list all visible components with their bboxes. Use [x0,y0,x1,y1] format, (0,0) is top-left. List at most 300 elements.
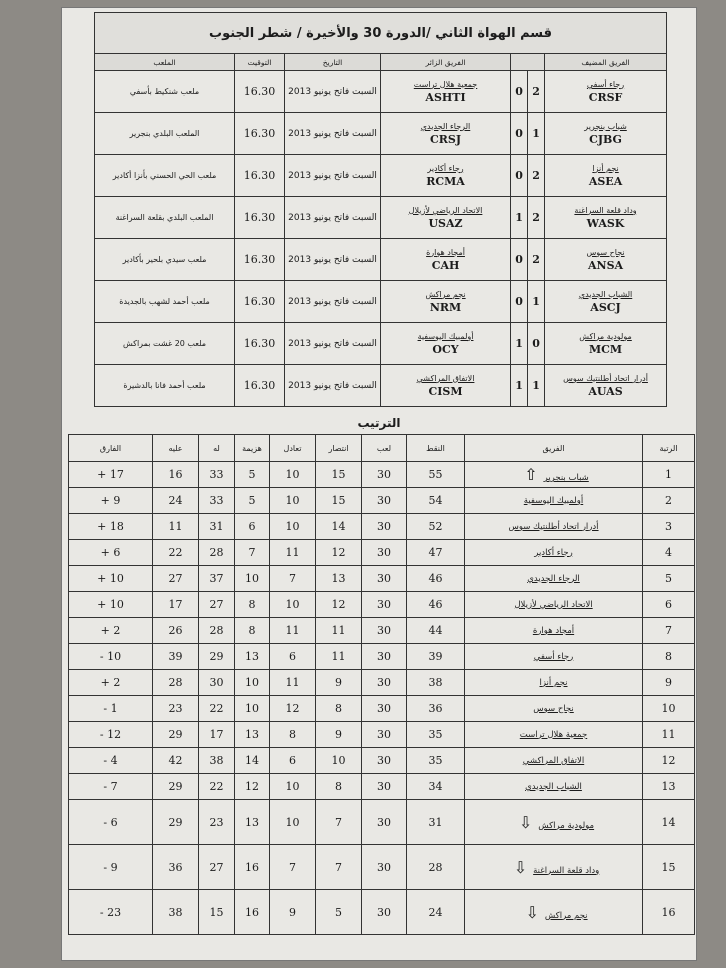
stat-won: 7 [316,800,362,845]
stat-points: 54 [407,488,465,514]
home-team-cell [545,239,667,281]
team-name-cell [465,514,643,540]
rank: 9 [643,670,695,696]
header-lost: هزيمة [235,435,270,462]
match-time: 16.30 [235,113,285,155]
stat-drawn: 10 [270,800,316,845]
stat-played: 30 [362,722,407,748]
standings-row [69,748,695,774]
stat-played: 30 [362,845,407,890]
home-team-cell [545,365,667,407]
home-team-cell [545,281,667,323]
match-stadium: ملعب 20 غشت بمراكش [95,323,235,365]
relegation-arrow-icon: ⇩ [518,812,533,832]
stat-gf: 37 [199,566,235,592]
stat-lost: 16 [235,845,270,890]
stat-played: 30 [362,462,407,488]
stat-ga: 36 [153,845,199,890]
match-date: السبت فاتح يونيو 2013 [285,71,381,113]
stat-diff: 18 + [69,514,153,540]
stat-won: 13 [316,566,362,592]
header-away: الفريق الزائر [381,54,511,71]
stat-won: 10 [316,748,362,774]
header-points: النقط [407,435,465,462]
rank: 12 [643,748,695,774]
away-team-cell [381,323,511,365]
stat-drawn: 10 [270,462,316,488]
match-time: 16.30 [235,197,285,239]
standings-row [69,670,695,696]
fixture-row [95,323,667,365]
header-home: الفريق المضيف [545,54,667,71]
stat-diff: 10 - [69,644,153,670]
stat-won: 9 [316,670,362,696]
team-name: رجاء أكادير [534,547,573,558]
header-team: الفريق [465,435,643,462]
stat-lost: 7 [235,540,270,566]
home-team-name: أدرار اتحاد أطلنتيك سوس [563,373,648,383]
team-name-cell [465,592,643,618]
match-date: السبت فاتح يونيو 2013 [285,365,381,407]
header-drawn: تعادل [270,435,316,462]
away-team-code: CRSJ [430,132,462,146]
stat-drawn: 6 [270,748,316,774]
stat-played: 30 [362,696,407,722]
stat-points: 35 [407,722,465,748]
away-score: 0 [511,113,528,155]
stat-gf: 22 [199,696,235,722]
away-score: 0 [511,239,528,281]
rank: 16 [643,890,695,935]
stat-played: 30 [362,592,407,618]
stat-drawn: 11 [270,670,316,696]
match-stadium: ملعب أحمد لشهب بالجديدة [95,281,235,323]
away-team-code: CAH [431,258,460,272]
standings-row [69,540,695,566]
stat-gf: 28 [199,540,235,566]
stat-played: 30 [362,540,407,566]
stat-played: 30 [362,488,407,514]
away-team-cell [381,197,511,239]
stat-drawn: 9 [270,890,316,935]
stat-ga: 38 [153,890,199,935]
match-time: 16.30 [235,155,285,197]
stat-played: 30 [362,514,407,540]
home-team-code: WASK [586,216,625,230]
standings-row [69,618,695,644]
home-team-cell [545,197,667,239]
team-name-cell [465,696,643,722]
fixtures-table [94,12,667,407]
team-name-cell [465,890,643,935]
rank: 5 [643,566,695,592]
away-team-name: نجم مراكش [425,289,466,299]
header-rank: الرتبة [643,435,695,462]
stat-lost: 12 [235,774,270,800]
stat-ga: 27 [153,566,199,592]
header-date: التاريخ [285,54,381,71]
team-name-cell [465,774,643,800]
stat-diff: 2 + [69,670,153,696]
stat-lost: 5 [235,488,270,514]
stat-diff: 17 + [69,462,153,488]
away-team-cell [381,365,511,407]
stat-gf: 33 [199,462,235,488]
away-team-code: NRM [429,300,462,314]
stat-ga: 39 [153,644,199,670]
away-team-cell [381,71,511,113]
stat-drawn: 7 [270,566,316,592]
home-team-code: MCM [588,342,623,356]
stat-drawn: 6 [270,644,316,670]
match-date: السبت فاتح يونيو 2013 [285,155,381,197]
team-name: مولودية مراكش [538,820,595,831]
team-name-cell [465,462,643,488]
away-team-code: USAZ [428,216,463,230]
stat-won: 11 [316,618,362,644]
stat-diff: 4 - [69,748,153,774]
standings-row [69,566,695,592]
match-date: السبت فاتح يونيو 2013 [285,323,381,365]
header-goal-difference: الفارق [69,435,153,462]
stat-won: 8 [316,696,362,722]
stat-points: 34 [407,774,465,800]
away-team-name: الاتحاد الرياضي لأزيلال [408,205,483,215]
match-date: السبت فاتح يونيو 2013 [285,197,381,239]
stat-diff: 12 - [69,722,153,748]
stat-gf: 29 [199,644,235,670]
rank: 6 [643,592,695,618]
fixture-row [95,71,667,113]
team-name-cell [465,540,643,566]
team-name: نجم مراكش [544,910,588,921]
team-name-cell [465,488,643,514]
stat-drawn: 7 [270,845,316,890]
home-team-name: مولودية مراكش [579,331,632,341]
away-team-cell [381,281,511,323]
team-name: الشباب الجديدي [525,781,582,792]
home-team-name: نجم أنزا [592,163,619,173]
stat-drawn: 11 [270,618,316,644]
away-team-name: أولمبيك اليوسفية [417,331,474,341]
stat-played: 30 [362,774,407,800]
header-score [511,54,545,71]
stat-points: 46 [407,566,465,592]
away-score: 0 [511,281,528,323]
home-team-name: نجاح سوس [586,247,625,257]
home-team-name: رجاء أسفي [586,79,625,89]
stat-won: 8 [316,774,362,800]
stat-gf: 27 [199,592,235,618]
relegation-arrow-icon: ⇩ [525,902,539,922]
home-team-cell [545,113,667,155]
rank: 4 [643,540,695,566]
fixture-row [95,197,667,239]
away-team-name: الاتفاق المراكشي [416,373,475,383]
stat-diff: 2 + [69,618,153,644]
match-date: السبت فاتح يونيو 2013 [285,113,381,155]
team-name: الاتحاد الرياضي لأزيلال [514,599,593,610]
rank: 8 [643,644,695,670]
promotion-arrow-icon: ⇧ [524,465,538,484]
away-score: 0 [511,155,528,197]
standings-row [69,774,695,800]
home-score: 2 [528,197,545,239]
stat-diff: 7 - [69,774,153,800]
stat-diff: 1 - [69,696,153,722]
rank: 3 [643,514,695,540]
team-name: رجاء أسفي [533,651,574,662]
away-score: 1 [511,365,528,407]
stat-lost: 13 [235,800,270,845]
stat-gf: 27 [199,845,235,890]
team-name: الرجاء الجديدي [527,573,580,584]
team-name: جمعية هلال تراست [519,729,588,740]
stat-points: 52 [407,514,465,540]
stat-diff: 9 - [69,845,153,890]
standings-row [69,890,695,935]
stat-lost: 10 [235,696,270,722]
stat-played: 30 [362,800,407,845]
rank: 10 [643,696,695,722]
home-score: 1 [528,113,545,155]
stat-played: 30 [362,670,407,696]
match-time: 16.30 [235,239,285,281]
standings-row [69,722,695,748]
rank: 14 [643,800,695,845]
team-name: نجاح سوس [533,703,574,714]
fixture-row [95,281,667,323]
stat-lost: 10 [235,566,270,592]
document-page [62,8,696,960]
stat-ga: 16 [153,462,199,488]
team-name: وداد قلعة السراغنة [533,865,600,876]
stat-lost: 13 [235,644,270,670]
fixture-row [95,365,667,407]
home-team-cell [545,323,667,365]
stat-played: 30 [362,644,407,670]
stat-drawn: 12 [270,696,316,722]
team-name: أمجاد هوارة [532,625,575,636]
standings-row [69,845,695,890]
stat-played: 30 [362,566,407,592]
standings-title: الترتيب [357,416,401,430]
team-name-cell [465,800,643,845]
home-team-name: وداد قلعة السراغنة [574,205,637,215]
home-team-code: ANSA [587,258,624,272]
stat-ga: 29 [153,800,199,845]
away-team-name: جمعية هلال تراست [413,79,478,89]
standings-row [69,696,695,722]
match-time: 16.30 [235,365,285,407]
stat-points: 35 [407,748,465,774]
stat-drawn: 8 [270,722,316,748]
away-score: 0 [511,71,528,113]
away-team-name: الرجاء الجديدي [420,121,471,131]
standings-header-row [69,435,695,462]
stat-gf: 17 [199,722,235,748]
stat-points: 28 [407,845,465,890]
stat-points: 46 [407,592,465,618]
home-score: 1 [528,365,545,407]
stat-points: 47 [407,540,465,566]
home-team-code: CJBG [589,132,622,146]
team-name: أدرار اتحاد أطلنتيك سوس [508,521,599,532]
match-time: 16.30 [235,323,285,365]
stat-won: 12 [316,540,362,566]
rank: 2 [643,488,695,514]
stat-points: 24 [407,890,465,935]
stat-gf: 28 [199,618,235,644]
stat-ga: 24 [153,488,199,514]
stat-won: 14 [316,514,362,540]
team-name-cell [465,566,643,592]
stat-drawn: 11 [270,540,316,566]
stat-diff: 6 + [69,540,153,566]
home-score: 1 [528,281,545,323]
team-name: الاتفاق المراكشي [522,755,585,766]
stat-lost: 8 [235,592,270,618]
stat-played: 30 [362,618,407,644]
rank: 11 [643,722,695,748]
stat-gf: 33 [199,488,235,514]
away-score: 1 [511,323,528,365]
stat-points: 31 [407,800,465,845]
away-team-code: CISM [428,384,463,398]
stat-played: 30 [362,748,407,774]
away-team-name: رجاء أكادير [427,163,464,173]
standings-row [69,488,695,514]
match-time: 16.30 [235,281,285,323]
standings-row [69,644,695,670]
stat-drawn: 10 [270,488,316,514]
stat-lost: 5 [235,462,270,488]
stat-won: 5 [316,890,362,935]
away-team-name: أمجاد هوارة [426,247,465,257]
stat-lost: 10 [235,670,270,696]
stat-points: 36 [407,696,465,722]
header-won: انتصار [316,435,362,462]
stat-diff: 23 - [69,890,153,935]
match-stadium: ملعب سيدي بلحير بأكادير [95,239,235,281]
stat-points: 44 [407,618,465,644]
team-name: نجم أنزا [539,677,568,688]
stat-diff: 6 - [69,800,153,845]
standings-row [69,514,695,540]
match-stadium: ملعب أحمد فانا بالدشيرة [95,365,235,407]
stat-drawn: 10 [270,592,316,618]
home-team-code: CRSF [588,90,623,104]
standings-row [69,462,695,488]
stat-gf: 38 [199,748,235,774]
home-team-cell [545,71,667,113]
stat-diff: 10 + [69,592,153,618]
stat-drawn: 10 [270,774,316,800]
header-goals-against: عليه [153,435,199,462]
match-stadium: ملعب الحي الحسني بأنزا أكادير [95,155,235,197]
stat-ga: 11 [153,514,199,540]
rank: 13 [643,774,695,800]
stat-won: 7 [316,845,362,890]
stat-lost: 16 [235,890,270,935]
stat-ga: 17 [153,592,199,618]
stat-lost: 13 [235,722,270,748]
match-date: السبت فاتح يونيو 2013 [285,239,381,281]
stat-ga: 26 [153,618,199,644]
header-played: لعب [362,435,407,462]
standings-row [69,800,695,845]
home-score: 0 [528,323,545,365]
home-score: 2 [528,71,545,113]
standings-table [68,434,695,935]
rank: 7 [643,618,695,644]
away-team-cell [381,239,511,281]
team-name-cell [465,748,643,774]
home-team-code: AUAS [588,384,623,398]
team-name: أولمبيك اليوسفية [523,495,584,506]
stat-won: 15 [316,462,362,488]
match-stadium: الملعب البلدي بقلعة السراغنة [95,197,235,239]
match-time: 16.30 [235,71,285,113]
fixture-row [95,155,667,197]
home-score: 2 [528,155,545,197]
stat-ga: 29 [153,722,199,748]
stat-won: 11 [316,644,362,670]
stat-won: 9 [316,722,362,748]
team-name-cell [465,618,643,644]
stat-gf: 15 [199,890,235,935]
away-team-code: ASHTI [425,90,466,104]
rank: 1 [643,462,695,488]
stat-ga: 23 [153,696,199,722]
fixture-row [95,113,667,155]
home-team-name: الشباب الجديدي [578,289,633,299]
stat-ga: 42 [153,748,199,774]
stat-ga: 29 [153,774,199,800]
stat-won: 12 [316,592,362,618]
stat-gf: 22 [199,774,235,800]
relegation-arrow-icon: ⇩ [513,857,528,877]
team-name-cell [465,845,643,890]
away-score: 1 [511,197,528,239]
team-name-cell [465,644,643,670]
rank: 15 [643,845,695,890]
stat-lost: 8 [235,618,270,644]
fixture-row [95,239,667,281]
stat-diff: 9 + [69,488,153,514]
stat-won: 15 [316,488,362,514]
stat-gf: 31 [199,514,235,540]
fixtures-title: قسم الهواة الثاني /الدورة 30 والأخيرة / شطر الجنوب [95,13,667,54]
header-goals-for: له [199,435,235,462]
away-team-cell [381,155,511,197]
home-score: 2 [528,239,545,281]
fixtures-header-row [95,54,667,71]
stat-points: 38 [407,670,465,696]
stat-gf: 30 [199,670,235,696]
stat-points: 39 [407,644,465,670]
home-team-name: شباب بنجرير [584,121,627,131]
match-stadium: الملعب البلدي بنجرير [95,113,235,155]
match-date: السبت فاتح يونيو 2013 [285,281,381,323]
team-name-cell [465,670,643,696]
stat-ga: 22 [153,540,199,566]
header-stadium: الملعب [95,54,235,71]
away-team-cell [381,113,511,155]
header-time: التوقيت [235,54,285,71]
stat-points: 55 [407,462,465,488]
away-team-code: OCY [432,342,459,356]
